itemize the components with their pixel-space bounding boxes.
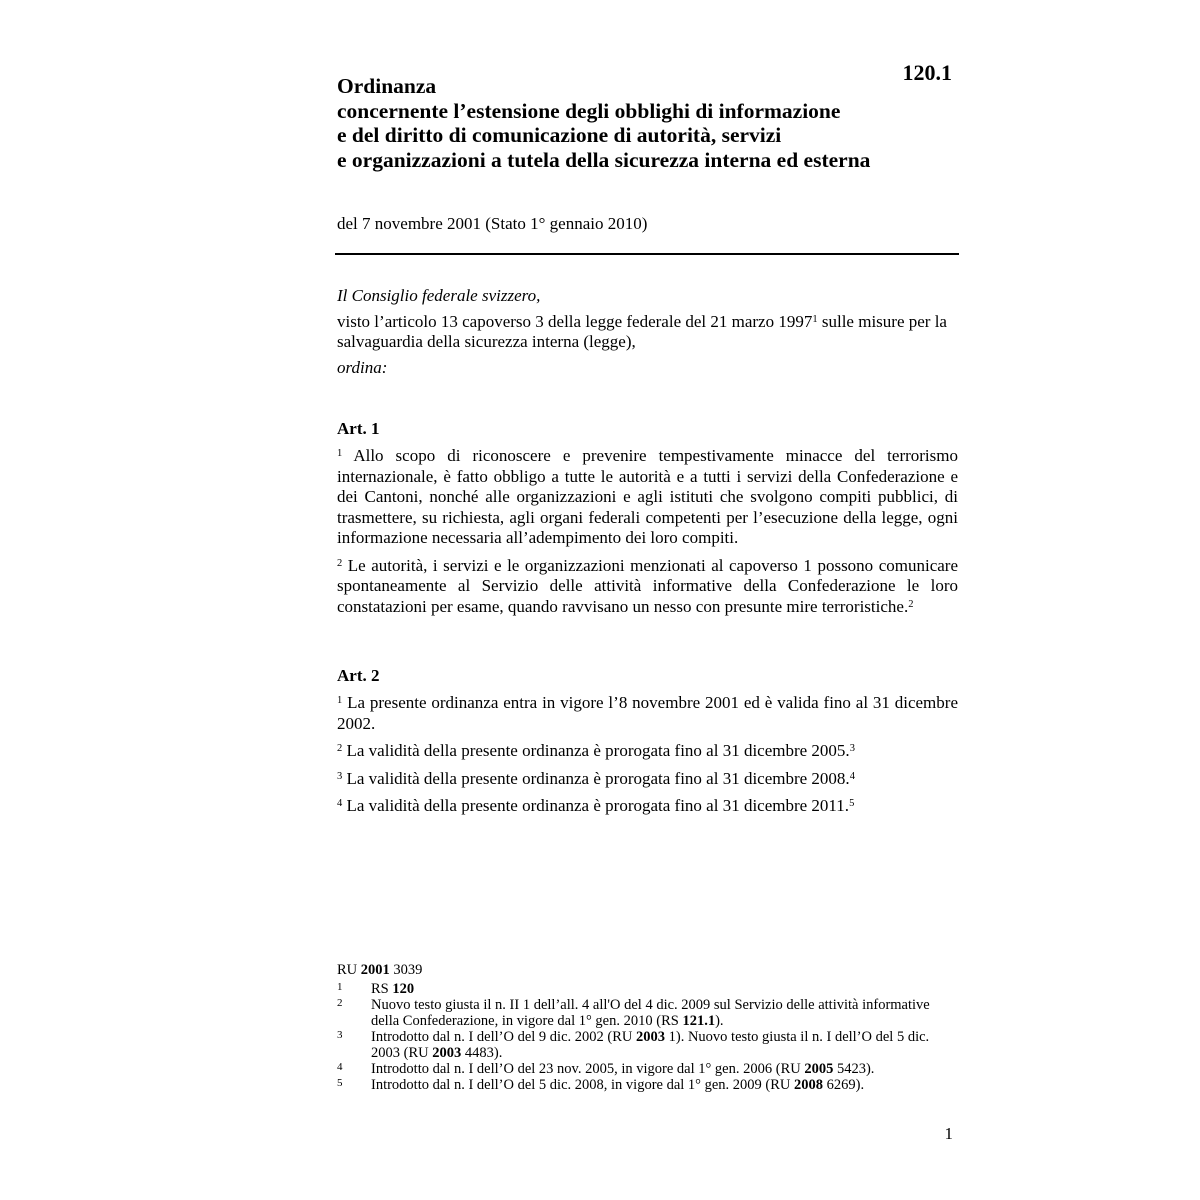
- footnotes: [337, 962, 937, 1093]
- ru-year: 2001: [360, 962, 390, 978]
- footnote-text-run: 4483).: [461, 1045, 503, 1061]
- title-divider: [335, 253, 959, 255]
- preamble-basis-text: visto l’articolo 13 capoverso 3 della legge federale del 21 marzo 1997: [337, 311, 813, 331]
- footnote-text: [371, 1077, 937, 1093]
- footnote-bold-ref: 2008: [794, 1077, 823, 1093]
- paragraph-number: 3: [337, 770, 343, 782]
- paragraph-number: 2: [337, 557, 343, 569]
- footnote-text-run: RS: [371, 981, 393, 997]
- paragraph-number: 1: [337, 448, 343, 459]
- article-2: [337, 666, 958, 824]
- footnote-text: [371, 981, 937, 997]
- footnote-number: 5: [337, 1077, 343, 1089]
- footnote-bold-ref: 2003: [432, 1045, 462, 1061]
- footnote-ref[interactable]: 4: [849, 770, 855, 782]
- footnote-text: [371, 1061, 937, 1077]
- footnote-item: [337, 1061, 937, 1077]
- article-paragraph: [337, 769, 958, 790]
- ru-reference: [337, 962, 937, 978]
- footnote-item: [337, 1077, 937, 1093]
- sr-number: 120.1: [902, 60, 952, 85]
- footnote-ref[interactable]: 1: [812, 313, 818, 325]
- footnote-ref[interactable]: 5: [849, 798, 855, 809]
- title-line: Ordinanza: [337, 74, 437, 98]
- footnote-bold-ref: 120: [392, 981, 415, 997]
- preamble-authority: Il Consiglio federale svizzero,: [337, 286, 541, 305]
- footnote-text-run: 5423).: [833, 1061, 875, 1077]
- paragraph-text: La validità della presente ordinanza è prorogata fino al 31 dicembre 2005.: [342, 741, 850, 760]
- paragraph-text: La validità della presente ordinanza è prorogata fino al 31 dicembre 2011.: [342, 796, 850, 815]
- footnote-text-run: Introdotto dal n. I dell’O del 23 nov. 2005, in vigore dal 1° gen. 2006 (RU: [371, 1061, 805, 1077]
- preamble: [337, 286, 958, 378]
- article-heading: Art. 1: [337, 419, 380, 438]
- footnote-text-run: 6269).: [823, 1077, 865, 1093]
- footnote-text-run: ).: [715, 1013, 724, 1029]
- page-number: 1: [944, 1124, 953, 1143]
- footnote-item: [337, 997, 937, 1029]
- article-paragraph: [337, 693, 958, 734]
- paragraph-text: Le autorità, i servizi e le organizzazioni menzionati al capoverso 1 possono comunicare spontaneamente al Servizio delle attività informative della Confederazione le loro constatazioni per esame, quando ravvisano un nesso con presunte mire terroristiche.: [337, 555, 958, 616]
- title-line: e organizzazioni a tutela della sicurezza interna ed esterna: [337, 147, 871, 172]
- footnote-ref[interactable]: 3: [849, 743, 855, 754]
- document-date: del 7 novembre 2001 (Stato 1° gennaio 2010): [337, 214, 648, 233]
- article-1: [337, 419, 958, 624]
- footnote-number: 1: [337, 981, 343, 993]
- footnote-bold-ref: 2005: [804, 1061, 834, 1077]
- footnote-bold-ref: 2003: [635, 1029, 665, 1045]
- paragraph-number: 1: [337, 695, 343, 706]
- paragraph-text: La validità della presente ordinanza è prorogata fino al 31 dicembre 2008.: [342, 768, 850, 788]
- preamble-basis-text: sulle misure per la salvaguardia della sicurezza interna (legge),: [337, 311, 947, 351]
- article-paragraph: [337, 796, 958, 817]
- article-paragraph: [337, 741, 958, 762]
- paragraph-text: La presente ordinanza entra in vigore l’8 novembre 2001 ed è valida fino al 31 dicembre 2002.: [337, 693, 958, 733]
- footnote-text-run: Introdotto dal n. I dell’O del 9 dic. 2002 (RU: [371, 1029, 636, 1045]
- footnote-item: [337, 1029, 937, 1061]
- footnote-text: [371, 1029, 937, 1061]
- paragraph-text: Allo scopo di riconoscere e prevenire tempestivamente minacce del terrorismo internazionale, è fatto obbligo a tutte le autorità e a tutti i servizi della Confederazione e dei Cantoni, nonché alle organizzazioni e agli istituti che svolgono compiti pubblici, di trasmettere, su richiesta, agli organi federali competenti per l’esecuzione della legge, ogni informazione necessaria all’adempimento dei loro compiti.: [337, 446, 958, 547]
- footnote-item: [337, 981, 937, 997]
- footnote-list: [337, 981, 937, 1093]
- document-title: [337, 74, 958, 172]
- ru-page: 3039: [389, 962, 423, 978]
- article-paragraph: [337, 446, 958, 549]
- footnote-text-run: Nuovo testo giusta il n. II 1 dell’all. 4 all'O del 4 dic. 2009 sul Servizio delle attività informative della Confederazione, in vigore dal 1° gen. 2010 (RS: [371, 997, 930, 1029]
- article-paragraph: [337, 556, 958, 618]
- footnote-text-run: Introdotto dal n. I dell’O del 5 dic. 2008, in vigore dal 1° gen. 2009 (RU: [371, 1077, 794, 1093]
- footnote-text-run: 1). Nuovo testo giusta il n. I dell’O del 5 dic. 2003 (RU: [371, 1029, 930, 1061]
- paragraph-number: 4: [337, 798, 343, 809]
- title-line: concernente l’estensione degli obblighi di informazione: [337, 98, 841, 123]
- article-heading: Art. 2: [337, 666, 380, 685]
- footnote-number: 4: [337, 1061, 343, 1073]
- ru-prefix: RU: [337, 962, 361, 978]
- footnote-number: 2: [337, 997, 343, 1009]
- footnote-ref[interactable]: 2: [908, 598, 914, 610]
- paragraph-number: 2: [337, 743, 343, 754]
- footnote-bold-ref: 121.1: [682, 1013, 716, 1029]
- footnote-number: 3: [337, 1029, 343, 1041]
- footnote-text: [371, 997, 937, 1029]
- title-line: e del diritto di comunicazione di autorità, servizi: [337, 123, 782, 147]
- preamble-basis: [337, 312, 958, 353]
- preamble-ordina: ordina:: [337, 357, 388, 377]
